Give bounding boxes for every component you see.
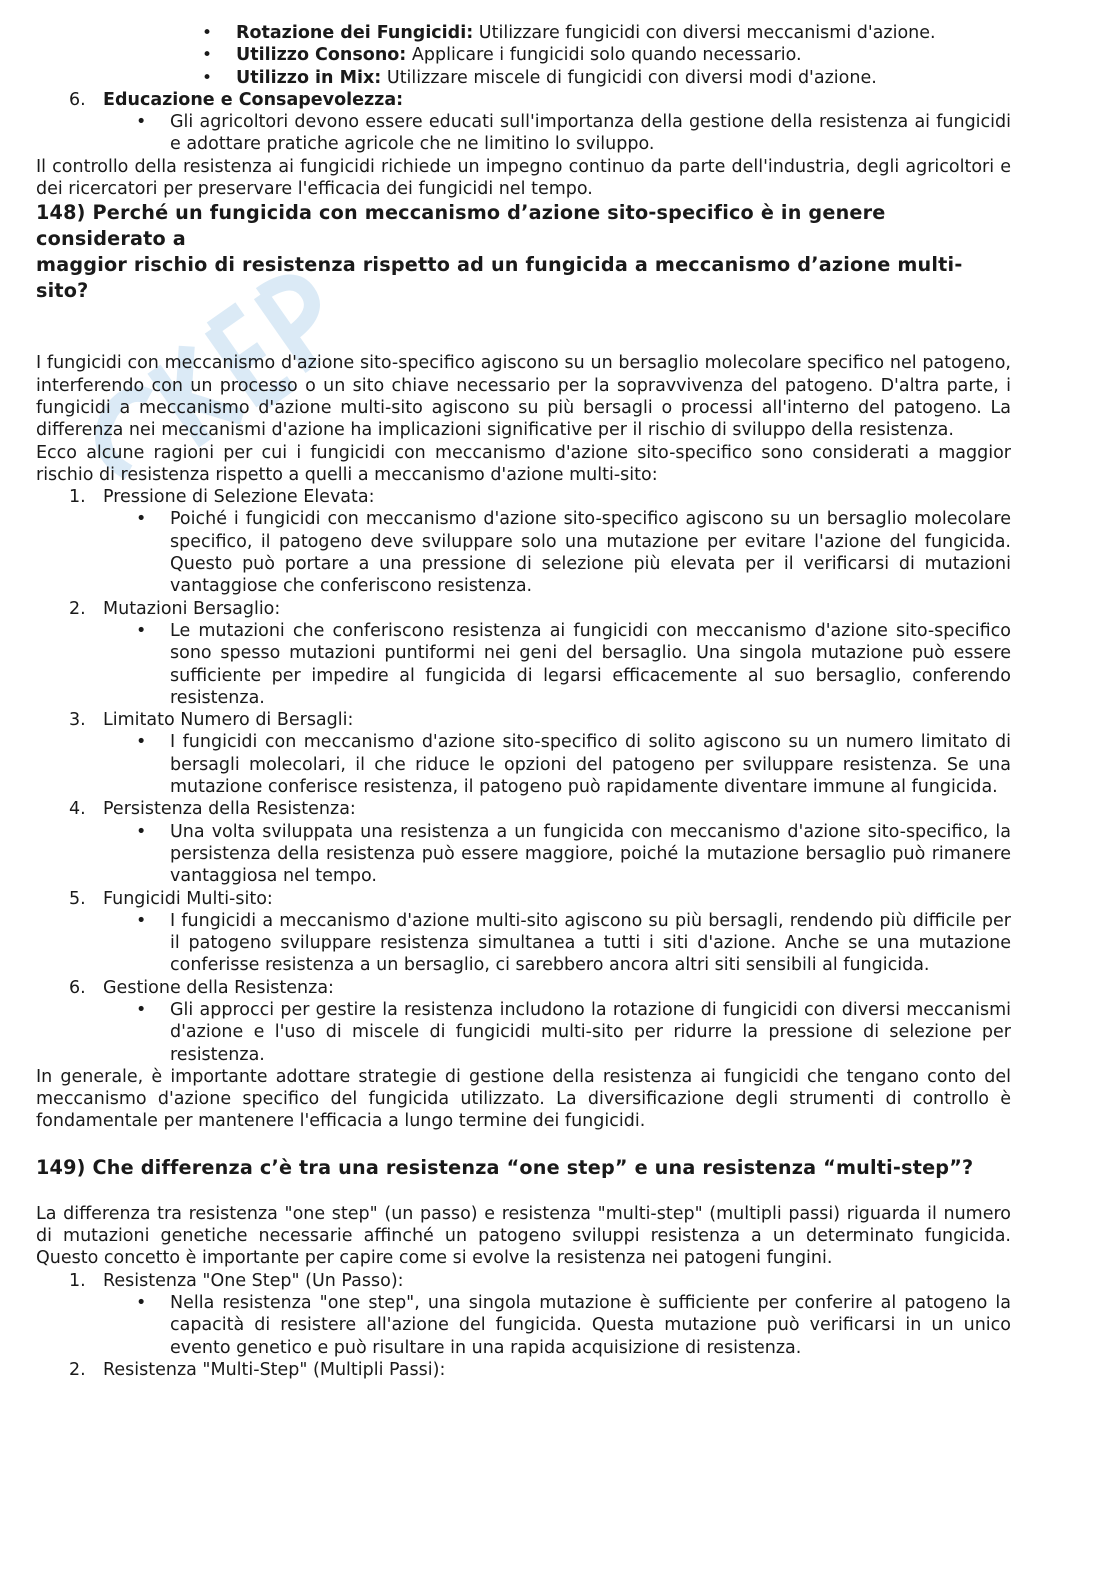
item-number: 6. <box>69 977 86 998</box>
bullet-text: Applicare i fungicidi solo quando necessario. <box>411 45 802 66</box>
numbered-item <box>36 1359 1011 1381</box>
paragraph: In generale, è importante adottare strategie di gestione della resistenza ai fungicidi che tengano conto del meccanismo d'azione specifico del fungicida utilizzato. La diversificazione degli strumenti di controllo è fondamentale per mantenere l'efficacia a lungo termine dei fungicidi. <box>36 1066 1011 1132</box>
list-item <box>136 620 1011 709</box>
list-item <box>202 22 1011 44</box>
paragraph: Ecco alcune ragioni per cui i fungicidi con meccanismo d'azione sito-specifico sono considerati a maggior rischio di resistenza rispetto a quelli a meccanismo d'azione multi-sito: <box>36 442 1011 485</box>
item-number: 5. <box>69 888 86 909</box>
item-title: Mutazioni Bersaglio: <box>103 598 281 619</box>
numbered-item <box>36 1270 1011 1292</box>
bullet-icon: • <box>202 67 213 88</box>
list-item <box>136 821 1011 888</box>
bullet-label: Utilizzo in Mix: <box>236 67 382 88</box>
list-item <box>136 508 1011 597</box>
bullet-text: I fungicidi a meccanismo d'azione multi-sito agiscono su più bersagli, rendendo più difficile per il patogeno sviluppare resistenza simultanea a tutti i siti d'azione. Anche se una mutazione conferisse resistenza a un bersaglio, ci sarebbero ancora altri siti sensibili al fungicida. <box>170 910 1011 976</box>
list-item <box>136 999 1011 1066</box>
reasons-list <box>36 486 1011 1066</box>
bullet-text: I fungicidi con meccanismo d'azione sito-specifico di solito agiscono su un numero limitato di bersagli molecolari, il che riduce le opzioni del patogeno per sviluppare resistenza. Se una mutazione conferisce resistenza, il patogeno può rapidamente diventare immune al fungicida. <box>170 732 1011 798</box>
item-title: Limitato Numero di Bersagli: <box>103 710 354 731</box>
bullet-text: Utilizzare fungicidi con diversi meccanismi d'azione. <box>478 23 936 43</box>
bullet-icon: • <box>202 23 213 43</box>
bullet-icon: • <box>136 910 147 931</box>
bullet-icon: • <box>136 112 147 133</box>
list-item <box>202 67 1011 89</box>
numbered-item <box>36 888 1011 910</box>
item-number: 2. <box>69 1359 86 1380</box>
bullet-label: Utilizzo Consono: <box>236 45 407 66</box>
bullet-icon: • <box>136 509 147 530</box>
spacer <box>36 1181 1011 1203</box>
list-item <box>136 910 1011 977</box>
bullet-text: Nella resistenza "one step", una singola mutazione è sufficiente per conferire al patogeno la capacità di resistere all'azione del fungicida. Questa mutazione può verificarsi in un unico evento genetico e può risultare in una rapida acquisizione di resistenza. <box>170 1292 1011 1358</box>
bullet-icon: • <box>136 821 147 842</box>
item-title: Resistenza "One Step" (Un Passo): <box>103 1270 404 1291</box>
bullet-icon: • <box>202 45 213 66</box>
list-item <box>136 731 1011 798</box>
item-title: Gestione della Resistenza: <box>103 977 334 998</box>
heading-line: maggior rischio di resistenza rispetto ad un fungicida a meccanismo d’azione multi-sito? <box>36 253 963 303</box>
paragraph: Il controllo della resistenza ai fungicidi richiede un impegno continuo da parte dell'industria, degli agricoltori e dei ricercatori per preservare l'efficacia dei fungicidi nel tempo. <box>36 156 1011 200</box>
fungicide-strategy-bullets <box>202 22 1011 89</box>
bullet-icon: • <box>136 732 147 753</box>
bullet-label: Rotazione dei Fungicidi: <box>236 23 474 43</box>
item-title: Resistenza "Multi-Step" (Multipli Passi): <box>103 1359 446 1380</box>
bullet-text: Gli agricoltori devono essere educati sull'importanza della gestione della resistenza ai fungicidi e adottare pratiche agricole che ne limitino lo sviluppo. <box>170 112 1011 155</box>
bullet-text: Gli approcci per gestire la resistenza includono la rotazione di fungicidi con diversi meccanismi d'azione e l'uso di miscele di fungicidi multi-sito per ridurre la pressione di selezione per resistenza. <box>170 999 1011 1065</box>
item-number: 1. <box>69 487 86 508</box>
item-title: Persistenza della Resistenza: <box>103 799 356 820</box>
list-item <box>136 1292 1011 1359</box>
numbered-item <box>36 598 1011 620</box>
resistance-types-list <box>36 1270 1011 1381</box>
item-title: Fungicidi Multi-sito: <box>103 888 273 909</box>
item-title: Pressione di Selezione Elevata: <box>103 487 375 508</box>
list-item <box>136 111 1011 156</box>
numbered-item <box>36 977 1011 999</box>
numbered-item <box>36 89 1011 111</box>
item-title: Educazione e Consapevolezza: <box>103 89 404 110</box>
bullet-icon: • <box>136 620 147 641</box>
bullet-text: Poiché i fungicidi con meccanismo d'azione sito-specifico agiscono su un bersaglio molecolare specifico, il patogeno deve sviluppare solo una mutazione per evitare l'azione del fungicida. Questo può portare a una pressione di selezione più elevata per il verificarsi di mutazioni vantaggiose che conferiscono resistenza. <box>170 509 1011 597</box>
spacer <box>36 304 1011 352</box>
bullet-icon: • <box>136 999 147 1020</box>
paragraph: I fungicidi con meccanismo d'azione sito-specifico agiscono su un bersaglio molecolare specifico nel patogeno, interferendo con un processo o un sito chiave necessario per la sopravvivenza del patogeno. D'altra parte, i fungicidi a meccanismo d'azione multi-sito agiscono su più bersagli o processi all'interno del patogeno. La differenza nei meccanismi d'azione ha implicazioni significative per il rischio di sviluppo della resistenza. <box>36 353 1011 441</box>
numbered-item <box>36 798 1011 820</box>
heading-line: 148) Perché un fungicida con meccanismo d’azione sito-specifico è in genere considerato a <box>36 201 886 251</box>
question-heading-149: 149) Che differenza c’è tra una resistenza “one step” e una resistenza “multi-step”? <box>36 1155 974 1179</box>
list-item <box>202 44 1011 66</box>
document-page <box>36 22 1011 1381</box>
numbered-item <box>36 709 1011 731</box>
item-number: 2. <box>69 598 86 619</box>
question-heading-148 <box>36 200 1011 304</box>
spacer <box>36 1133 1011 1155</box>
bullet-text: Utilizzare miscele di fungicidi con diversi modi d'azione. <box>386 67 877 88</box>
paragraph: La differenza tra resistenza "one step" (un passo) e resistenza "multi-step" (multipli passi) riguarda il numero di mutazioni genetiche necessarie affinché un patogeno sviluppi resistenza a un determinato fungicida. Questo concetto è importante per capire come si evolve la resistenza nei patogeni fungini. <box>36 1203 1011 1269</box>
item-number: 4. <box>69 799 86 820</box>
bullet-text: Le mutazioni che conferiscono resistenza ai fungicidi con meccanismo d'azione sito-specifico sono spesso mutazioni puntiformi nei geni del bersaglio. Una singola mutazione può essere sufficiente per impedire al fungicida di legarsi efficacemente al suo bersaglio, conferendo resistenza. <box>170 620 1011 708</box>
bullet-icon: • <box>136 1292 147 1313</box>
item-number: 3. <box>69 710 86 731</box>
numbered-item <box>36 486 1011 508</box>
item-number: 6. <box>69 89 86 110</box>
item-number: 1. <box>69 1270 86 1291</box>
bullet-text: Una volta sviluppata una resistenza a un fungicida con meccanismo d'azione sito-specifico, la persistenza della resistenza può essere maggiore, poiché la mutazione bersaglio può rimanere vantaggiosa nel tempo. <box>170 821 1011 887</box>
